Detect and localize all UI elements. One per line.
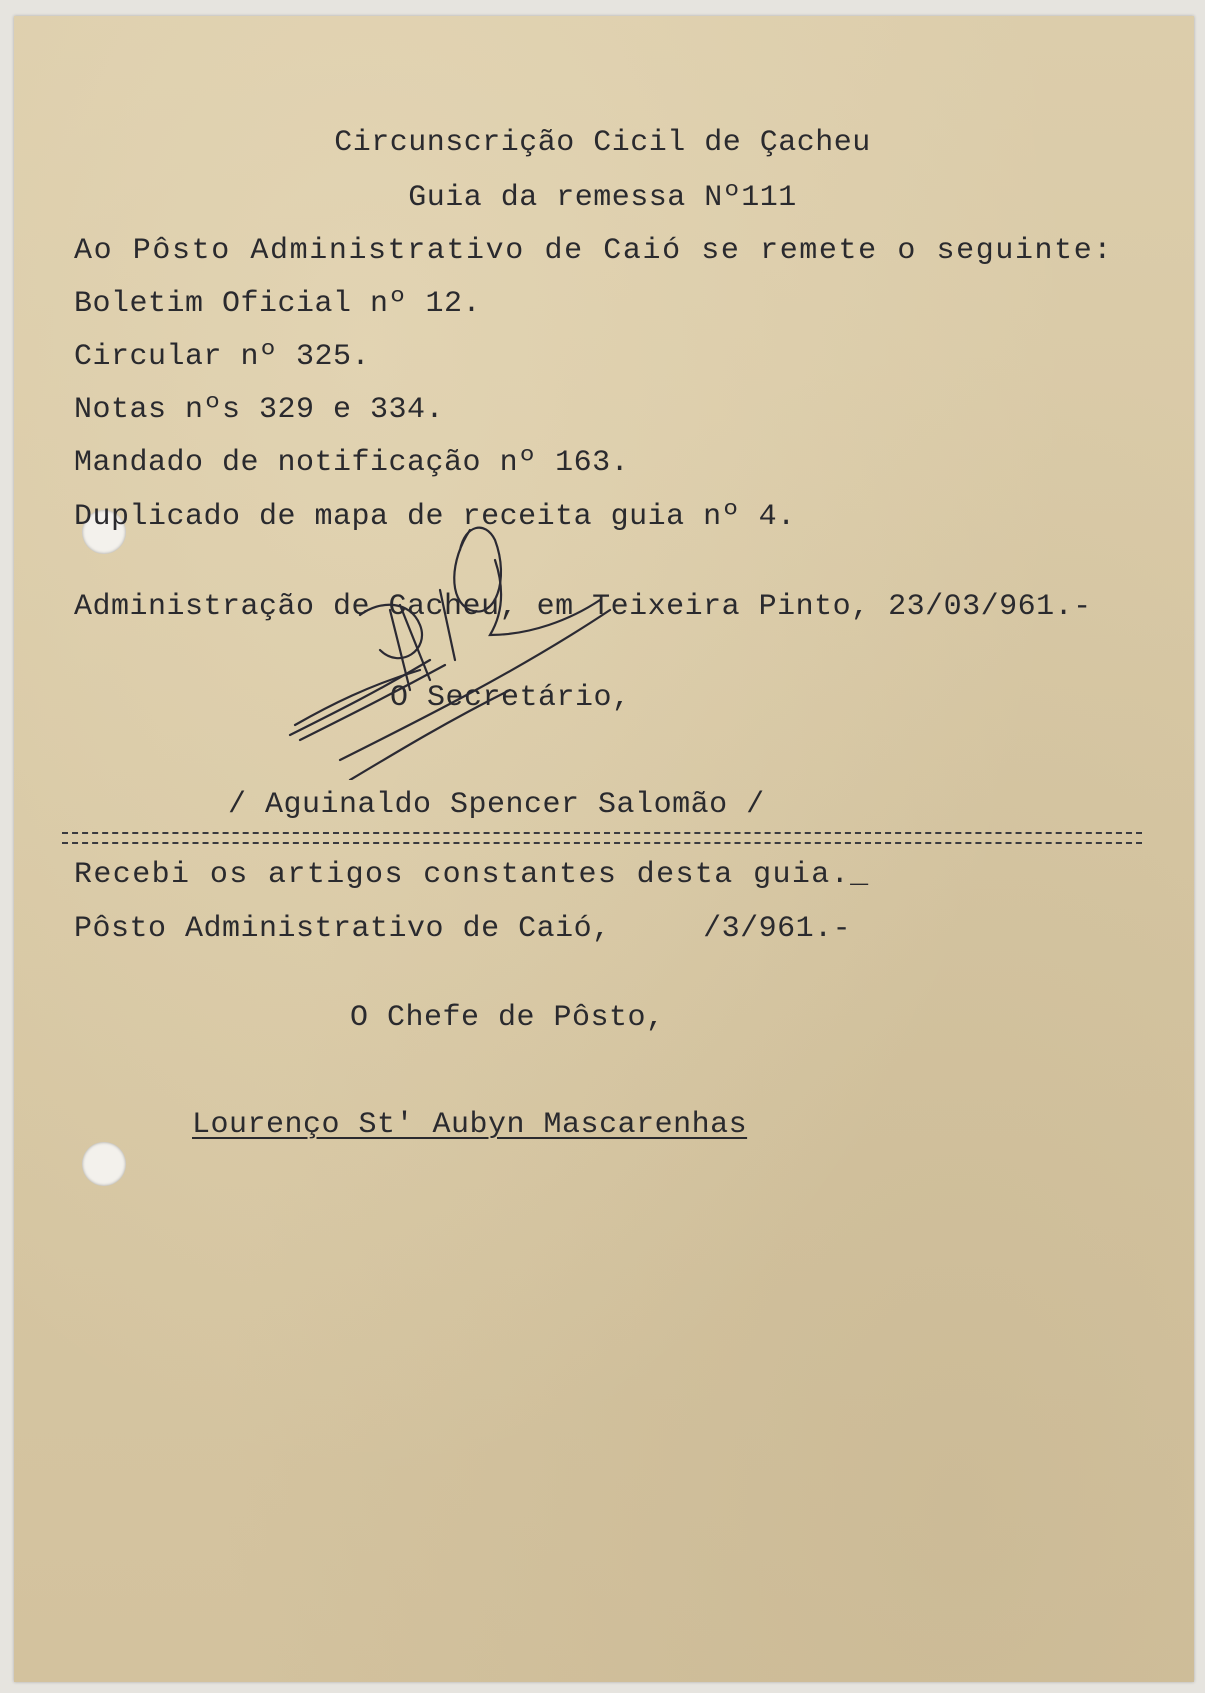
signatory-name: / Aguinaldo Spencer Salomão / [228, 788, 765, 822]
intro-line: Ao Pôsto Administrativo de Caió se remete o seguinte: [74, 234, 1113, 268]
receipt-place-date: Pôsto Administrativo de Caió, /3/961.- [74, 912, 852, 946]
item-notas: Notas nºs 329 e 334. [74, 393, 445, 427]
document-subtitle: Guia da remessa Nº111 [408, 181, 797, 215]
receipt-line: Recebi os artigos constantes desta guia._ [74, 858, 870, 892]
punch-hole-bottom [82, 1142, 126, 1186]
document-title: Circunscrição Cicil de Çacheu [334, 126, 871, 160]
item-duplicado: Duplicado de mapa de receita guia nº 4. [74, 500, 796, 534]
item-mandado: Mandado de notificação nº 163. [74, 446, 630, 480]
separator-rule [62, 832, 1142, 844]
item-boletim: Boletim Oficial nº 12. [74, 287, 482, 321]
receiver-name: Lourenço St' Aubyn Mascarenhas [192, 1108, 748, 1142]
receipt-role: O Chefe de Pôsto, [350, 1001, 665, 1035]
place-date-line: Administração de Cacheu, em Teixeira Pinto, 23/03/961.- [74, 590, 1092, 624]
item-circular: Circular nº 325. [74, 340, 371, 374]
handwritten-signature [280, 520, 700, 780]
signatory-role: O Secretário, [390, 681, 631, 715]
